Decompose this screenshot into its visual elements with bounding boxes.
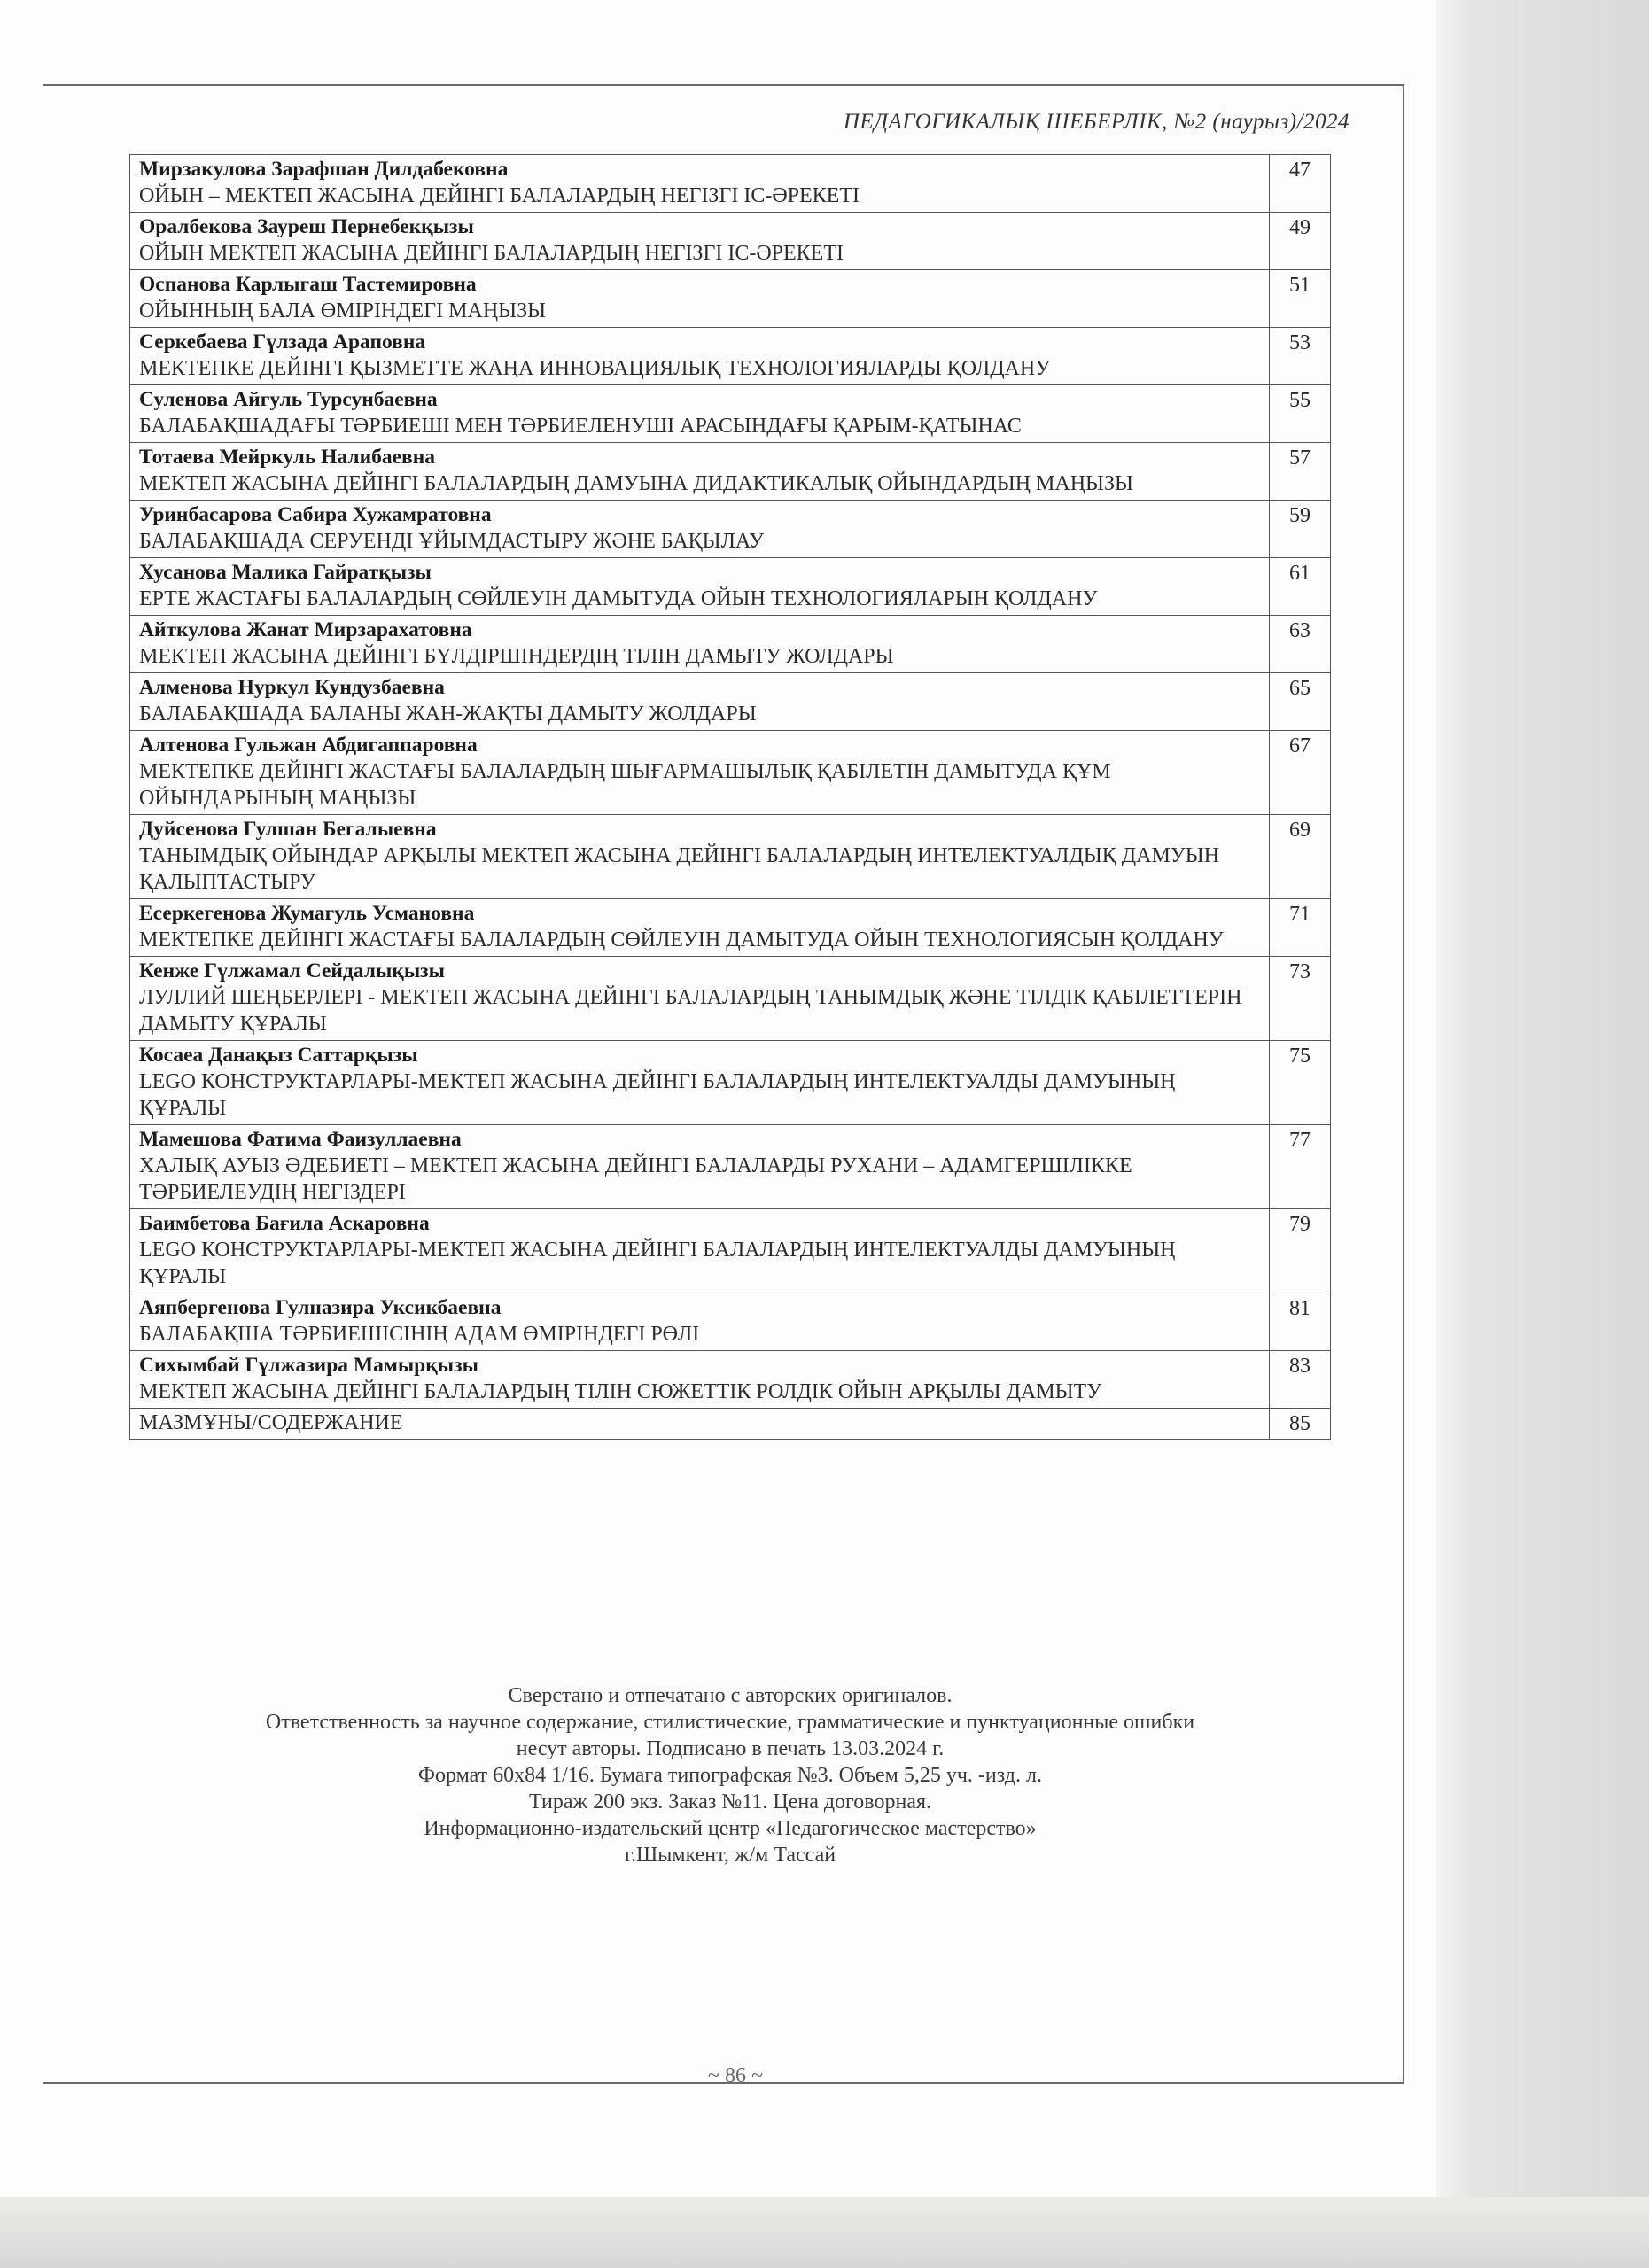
toc-page-number: 47 <box>1270 155 1331 213</box>
toc-title: БАЛАБАҚША ТӘРБИЕШІСІНІҢ АДАМ ӨМІРІНДЕГІ РӨЛІ <box>139 1323 700 1346</box>
toc-page-number: 75 <box>1270 1041 1331 1125</box>
toc-title: ОЙЫН – МЕКТЕП ЖАСЫНА ДЕЙІНГІ БАЛАЛАРДЫҢ НЕГІЗГІ ІС-ӘРЕКЕТІ <box>139 184 860 207</box>
toc-author: Мамешова Фатима Фаизуллаевна <box>139 1128 462 1151</box>
toc-title: МАЗМҰНЫ/СОДЕРЖАНИЕ <box>139 1411 403 1434</box>
toc-page-number: 85 <box>1270 1409 1331 1440</box>
toc-row <box>130 270 1331 328</box>
toc-author: Алтенова Гульжан Абдигаппаровна <box>139 734 478 757</box>
toc-author: Оспанова Карлыгаш Тастемировна <box>139 273 477 296</box>
toc-page-number: 71 <box>1270 899 1331 957</box>
toc-entry-cell <box>130 155 1270 213</box>
toc-author: Дуйсенова Гулшан Бегалыевна <box>139 818 437 841</box>
toc-entry-cell <box>130 616 1270 673</box>
toc-entry-cell <box>130 501 1270 558</box>
toc-row <box>130 957 1331 1041</box>
toc-row <box>130 443 1331 501</box>
toc-row <box>130 213 1331 270</box>
toc-page-number: 63 <box>1270 616 1331 673</box>
toc-author: Суленова Айгуль Турсунбаевна <box>139 388 438 411</box>
toc-row <box>130 1125 1331 1209</box>
toc-page-number: 51 <box>1270 270 1331 328</box>
toc-title: БАЛАБАҚШАДА СЕРУЕНДІ ҰЙЫМДАСТЫРУ ЖӘНЕ БАҚЫЛАУ <box>139 530 765 553</box>
toc-author: Косаеа Данақыз Саттарқызы <box>139 1044 418 1067</box>
page-number: ~ 86 ~ <box>708 2064 763 2087</box>
toc-page-number: 81 <box>1270 1293 1331 1351</box>
toc-row <box>130 501 1331 558</box>
toc-entry-cell <box>130 443 1270 501</box>
toc-row <box>130 385 1331 443</box>
imprint-line: Информационно-издательский центр «Педагогическое мастерство» <box>424 1817 1037 1840</box>
toc-title: LEGO КОНСТРУКТАРЛАРЫ-МЕКТЕП ЖАСЫНА ДЕЙІНГІ БАЛАЛАРДЫҢ ИНТЕЛЕКТУАЛДЫ ДАМУЫНЫҢ ҚҰРАЛЫ <box>139 1070 1176 1120</box>
toc-author: Аяпбергенова Гулназира Уксикбаевна <box>139 1296 502 1319</box>
toc-title: ХАЛЫҚ АУЫЗ ӘДЕБИЕТІ – МЕКТЕП ЖАСЫНА ДЕЙІНГІ БАЛАЛАРДЫ РУХАНИ – АДАМГЕРШІЛІККЕ ТӘРБИЕЛЕУДІҢ НЕГІЗДЕРІ <box>139 1154 1132 1204</box>
toc-page-number: 61 <box>1270 558 1331 616</box>
toc-title: ОЙЫННЫҢ БАЛА ӨМІРІНДЕГІ МАҢЫЗЫ <box>139 299 547 322</box>
toc-row <box>130 558 1331 616</box>
toc-row <box>130 899 1331 957</box>
toc-title: МЕКТЕП ЖАСЫНА ДЕЙІНГІ БҮЛДІРШІНДЕРДІҢ ТІЛІН ДАМЫТУ ЖОЛДАРЫ <box>139 645 894 668</box>
toc-page-number: 73 <box>1270 957 1331 1041</box>
toc-entry-cell <box>130 815 1270 899</box>
toc-page-number: 83 <box>1270 1351 1331 1409</box>
toc-entry-cell <box>130 1293 1270 1351</box>
toc-title: ЛУЛЛИЙ ШЕҢБЕРЛЕРІ - МЕКТЕП ЖАСЫНА ДЕЙІНГІ БАЛАЛАРДЫҢ ТАНЫМДЫҚ ЖӘНЕ ТІЛДІК ҚАБІЛЕТТЕРІН ДАМЫТУ ҚҰРАЛЫ <box>139 986 1242 1036</box>
imprint-line: Ответственность за научное содержание, стилистические, грамматические и пунктуационные ошибки <box>265 1711 1195 1734</box>
toc-author: Оралбекова Зауреш Пернебекқызы <box>139 215 474 238</box>
toc-title: ЕРТЕ ЖАСТАҒЫ БАЛАЛАРДЫҢ СӨЙЛЕУІН ДАМЫТУДА ОЙЫН ТЕХНОЛОГИЯЛАРЫН ҚОЛДАНУ <box>139 587 1098 610</box>
toc-row <box>130 1351 1331 1409</box>
toc-page-number: 57 <box>1270 443 1331 501</box>
toc-entry-cell <box>130 1209 1270 1293</box>
toc-page-number: 69 <box>1270 815 1331 899</box>
toc-body <box>130 155 1331 1440</box>
toc-title: МЕКТЕП ЖАСЫНА ДЕЙІНГІ БАЛАЛАРДЫҢ ТІЛІН СЮЖЕТТІК РОЛДІК ОЙЫН АРҚЫЛЫ ДАМЫТУ <box>139 1380 1102 1403</box>
scan-bottom-shadow <box>0 2197 1649 2268</box>
toc-page-number: 49 <box>1270 213 1331 270</box>
toc-row <box>130 1293 1331 1351</box>
toc-entry-cell <box>130 1125 1270 1209</box>
toc-entry-cell <box>130 957 1270 1041</box>
toc-row <box>130 731 1331 815</box>
toc-page-number: 65 <box>1270 673 1331 731</box>
toc-row <box>130 1409 1331 1440</box>
toc-entry-cell <box>130 1409 1270 1440</box>
toc-entry-cell <box>130 1041 1270 1125</box>
toc-title: МЕКТЕПКЕ ДЕЙІНГІ ЖАСТАҒЫ БАЛАЛАРДЫҢ СӨЙЛЕУІН ДАМЫТУДА ОЙЫН ТЕХНОЛОГИЯСЫН ҚОЛДАНУ <box>139 928 1224 951</box>
toc-author: Тотаева Мейркуль Налибаевна <box>139 446 436 469</box>
imprint-block <box>129 1682 1331 1868</box>
toc-title: МЕКТЕПКЕ ДЕЙІНГІ ЖАСТАҒЫ БАЛАЛАРДЫҢ ШЫҒАРМАШЫЛЫҚ ҚАБІЛЕТІН ДАМЫТУДА ҚҰМ ОЙЫНДАРЫНЫҢ МАҢЫЗЫ <box>139 760 1111 810</box>
toc-row <box>130 155 1331 213</box>
toc-author: Сихымбай Гүлжазира Мамырқызы <box>139 1354 478 1377</box>
imprint-line: Сверстано и отпечатано с авторских оригиналов. <box>508 1684 953 1707</box>
toc-entry-cell <box>130 1351 1270 1409</box>
toc-page-number: 53 <box>1270 328 1331 385</box>
toc-author: Баимбетова Бағила Аскаровна <box>139 1212 430 1235</box>
toc-entry-cell <box>130 270 1270 328</box>
imprint-line: г.Шымкент, ж/м Тассай <box>624 1844 836 1867</box>
table-of-contents <box>129 154 1331 1440</box>
imprint-line: Формат 60х84 1/16. Бумага типографская №3. Объем 5,25 уч. -изд. л. <box>418 1764 1042 1787</box>
toc-entry-cell <box>130 558 1270 616</box>
toc-author: Айткулова Жанат Мирзарахатовна <box>139 618 472 641</box>
toc-title: МЕКТЕП ЖАСЫНА ДЕЙІНГІ БАЛАЛАРДЫҢ ДАМУЫНА ДИДАКТИКАЛЫҚ ОЙЫНДАРДЫҢ МАҢЫЗЫ <box>139 472 1133 495</box>
toc-entry-cell <box>130 385 1270 443</box>
toc-title: ОЙЫН МЕКТЕП ЖАСЫНА ДЕЙІНГІ БАЛАЛАРДЫҢ НЕГІЗГІ ІС-ӘРЕКЕТІ <box>139 242 844 265</box>
toc-title: ТАНЫМДЫҚ ОЙЫНДАР АРҚЫЛЫ МЕКТЕП ЖАСЫНА ДЕЙІНГІ БАЛАЛАРДЫҢ ИНТЕЛЕКТУАЛДЫҚ ДАМУЫН ҚАЛЫПТАСТЫРУ <box>139 844 1220 894</box>
imprint-line: несут авторы. Подписано в печать 13.03.2024 г. <box>516 1737 945 1760</box>
toc-author: Есеркегенова Жумагуль Усмановна <box>139 902 475 925</box>
toc-entry-cell <box>130 899 1270 957</box>
running-head: ПЕДАГОГИКАЛЫҚ ШЕБЕРЛІК, №2 (наурыз)/2024 <box>843 110 1350 134</box>
toc-author: Серкебаева Гүлзада Араповна <box>139 330 426 353</box>
toc-page-number: 79 <box>1270 1209 1331 1293</box>
toc-author: Алменова Нуркул Кундузбаевна <box>139 676 445 699</box>
toc-page-number: 55 <box>1270 385 1331 443</box>
toc-entry-cell <box>130 213 1270 270</box>
scan-edge-shadow <box>1436 0 1649 2268</box>
toc-row <box>130 673 1331 731</box>
toc-title: БАЛАБАҚШАДА БАЛАНЫ ЖАН-ЖАҚТЫ ДАМЫТУ ЖОЛДАРЫ <box>139 703 757 726</box>
toc-entry-cell <box>130 673 1270 731</box>
toc-author: Уринбасарова Сабира Хужамратовна <box>139 503 492 526</box>
toc-row <box>130 1041 1331 1125</box>
toc-page-number: 59 <box>1270 501 1331 558</box>
toc-row <box>130 616 1331 673</box>
toc-entry-cell <box>130 328 1270 385</box>
toc-title: LEGO КОНСТРУКТАРЛАРЫ-МЕКТЕП ЖАСЫНА ДЕЙІНГІ БАЛАЛАРДЫҢ ИНТЕЛЕКТУАЛДЫ ДАМУЫНЫҢ ҚҰРАЛЫ <box>139 1239 1176 1288</box>
imprint-line: Тираж 200 экз. Заказ №11. Цена договорная. <box>528 1790 932 1814</box>
toc-title: МЕКТЕПКЕ ДЕЙІНГІ ҚЫЗМЕТТЕ ЖАҢА ИННОВАЦИЯЛЫҚ ТЕХНОЛОГИЯЛАРДЫ ҚОЛДАНУ <box>139 357 1051 380</box>
toc-author: Хусанова Малика Гайратқызы <box>139 561 432 584</box>
toc-row <box>130 815 1331 899</box>
toc-author: Кенже Гүлжамал Сейдалықызы <box>139 959 445 983</box>
toc-row <box>130 1209 1331 1293</box>
toc-entry-cell <box>130 731 1270 815</box>
toc-row <box>130 328 1331 385</box>
toc-page-number: 77 <box>1270 1125 1331 1209</box>
toc-page-number: 67 <box>1270 731 1331 815</box>
toc-title: БАЛАБАҚШАДАҒЫ ТӘРБИЕШІ МЕН ТӘРБИЕЛЕНУШІ АРАСЫНДАҒЫ ҚАРЫМ-ҚАТЫНАС <box>139 415 1022 438</box>
toc-author: Мирзакулова Зарафшан Дилдабековна <box>139 158 509 181</box>
